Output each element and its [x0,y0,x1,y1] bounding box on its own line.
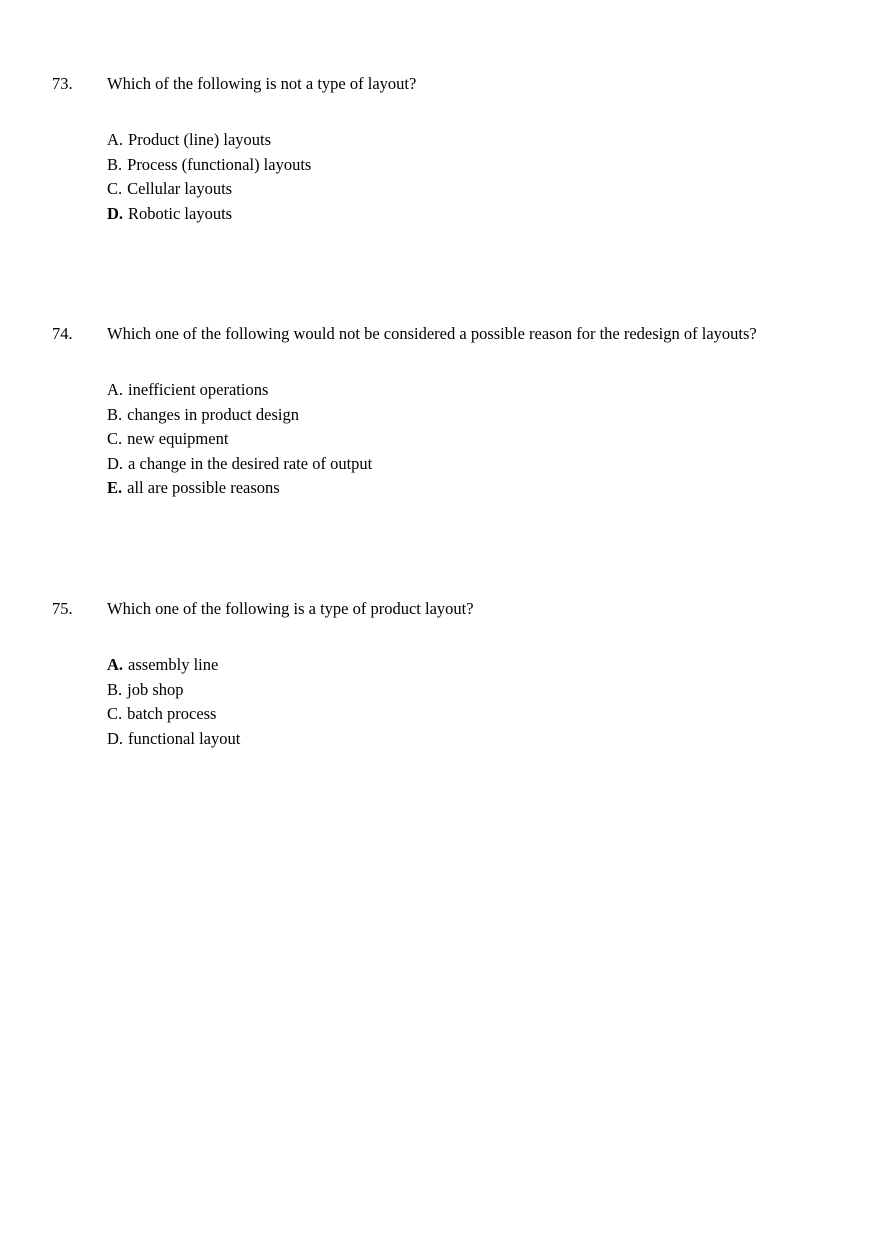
question-73 [0,72,880,223]
question-number: 73. [52,74,73,93]
option-letter: C. [107,179,123,198]
option-text: Robotic layouts [128,203,233,223]
option-text: functional layout [128,728,241,748]
answer-option-b [107,153,311,178]
answer-option-a [107,128,311,153]
option-letter: C. [107,704,123,723]
question-text: Which one of the following is a type of product layout? [107,599,474,618]
option-text: inefficient operations [128,380,269,399]
option-letter: D. [107,203,124,223]
option-text: changes in product design [127,404,299,424]
option-text: batch process [127,704,217,723]
question-75 [0,597,880,748]
option-text: all are possible reasons [127,478,280,497]
option-letter: A. [107,130,124,149]
answer-option-a [107,378,372,403]
question-stem [0,597,880,621]
option-text: Cellular layouts [127,179,233,198]
option-letter: B. [107,679,123,699]
question-stem [0,72,880,96]
answer-option-b [107,678,240,703]
option-text: Product (line) layouts [128,130,272,149]
option-letter: A. [107,380,124,399]
question-text: Which one of the following would not be considered a possible reason for the redesign of layouts? [107,324,757,343]
answer-option-d [107,727,240,752]
answer-options [107,653,240,751]
answer-option-c [107,427,372,452]
answer-option-d [107,452,372,477]
option-text: assembly line [128,655,219,674]
answer-option-c [107,702,240,727]
option-letter: D. [107,453,124,473]
option-letter: B. [107,404,123,424]
question-number: 75. [52,599,73,618]
option-letter: E. [107,478,123,497]
answer-option-e [107,476,372,501]
question-number: 74. [52,324,73,343]
answer-options [107,378,372,501]
option-text: job shop [127,679,184,699]
question-74 [0,322,880,497]
answer-option-a [107,653,240,678]
answer-option-b [107,403,372,428]
question-text: Which of the following is not a type of layout? [107,74,417,93]
option-letter: A. [107,655,124,674]
option-letter: D. [107,728,124,748]
answer-option-d [107,202,311,227]
option-text: a change in the desired rate of output [128,453,373,473]
option-letter: B. [107,154,123,174]
option-text: new equipment [127,429,229,448]
option-letter: C. [107,429,123,448]
question-stem [0,322,880,346]
answer-options [107,128,311,226]
answer-option-c [107,177,311,202]
option-text: Process (functional) layouts [127,154,312,174]
